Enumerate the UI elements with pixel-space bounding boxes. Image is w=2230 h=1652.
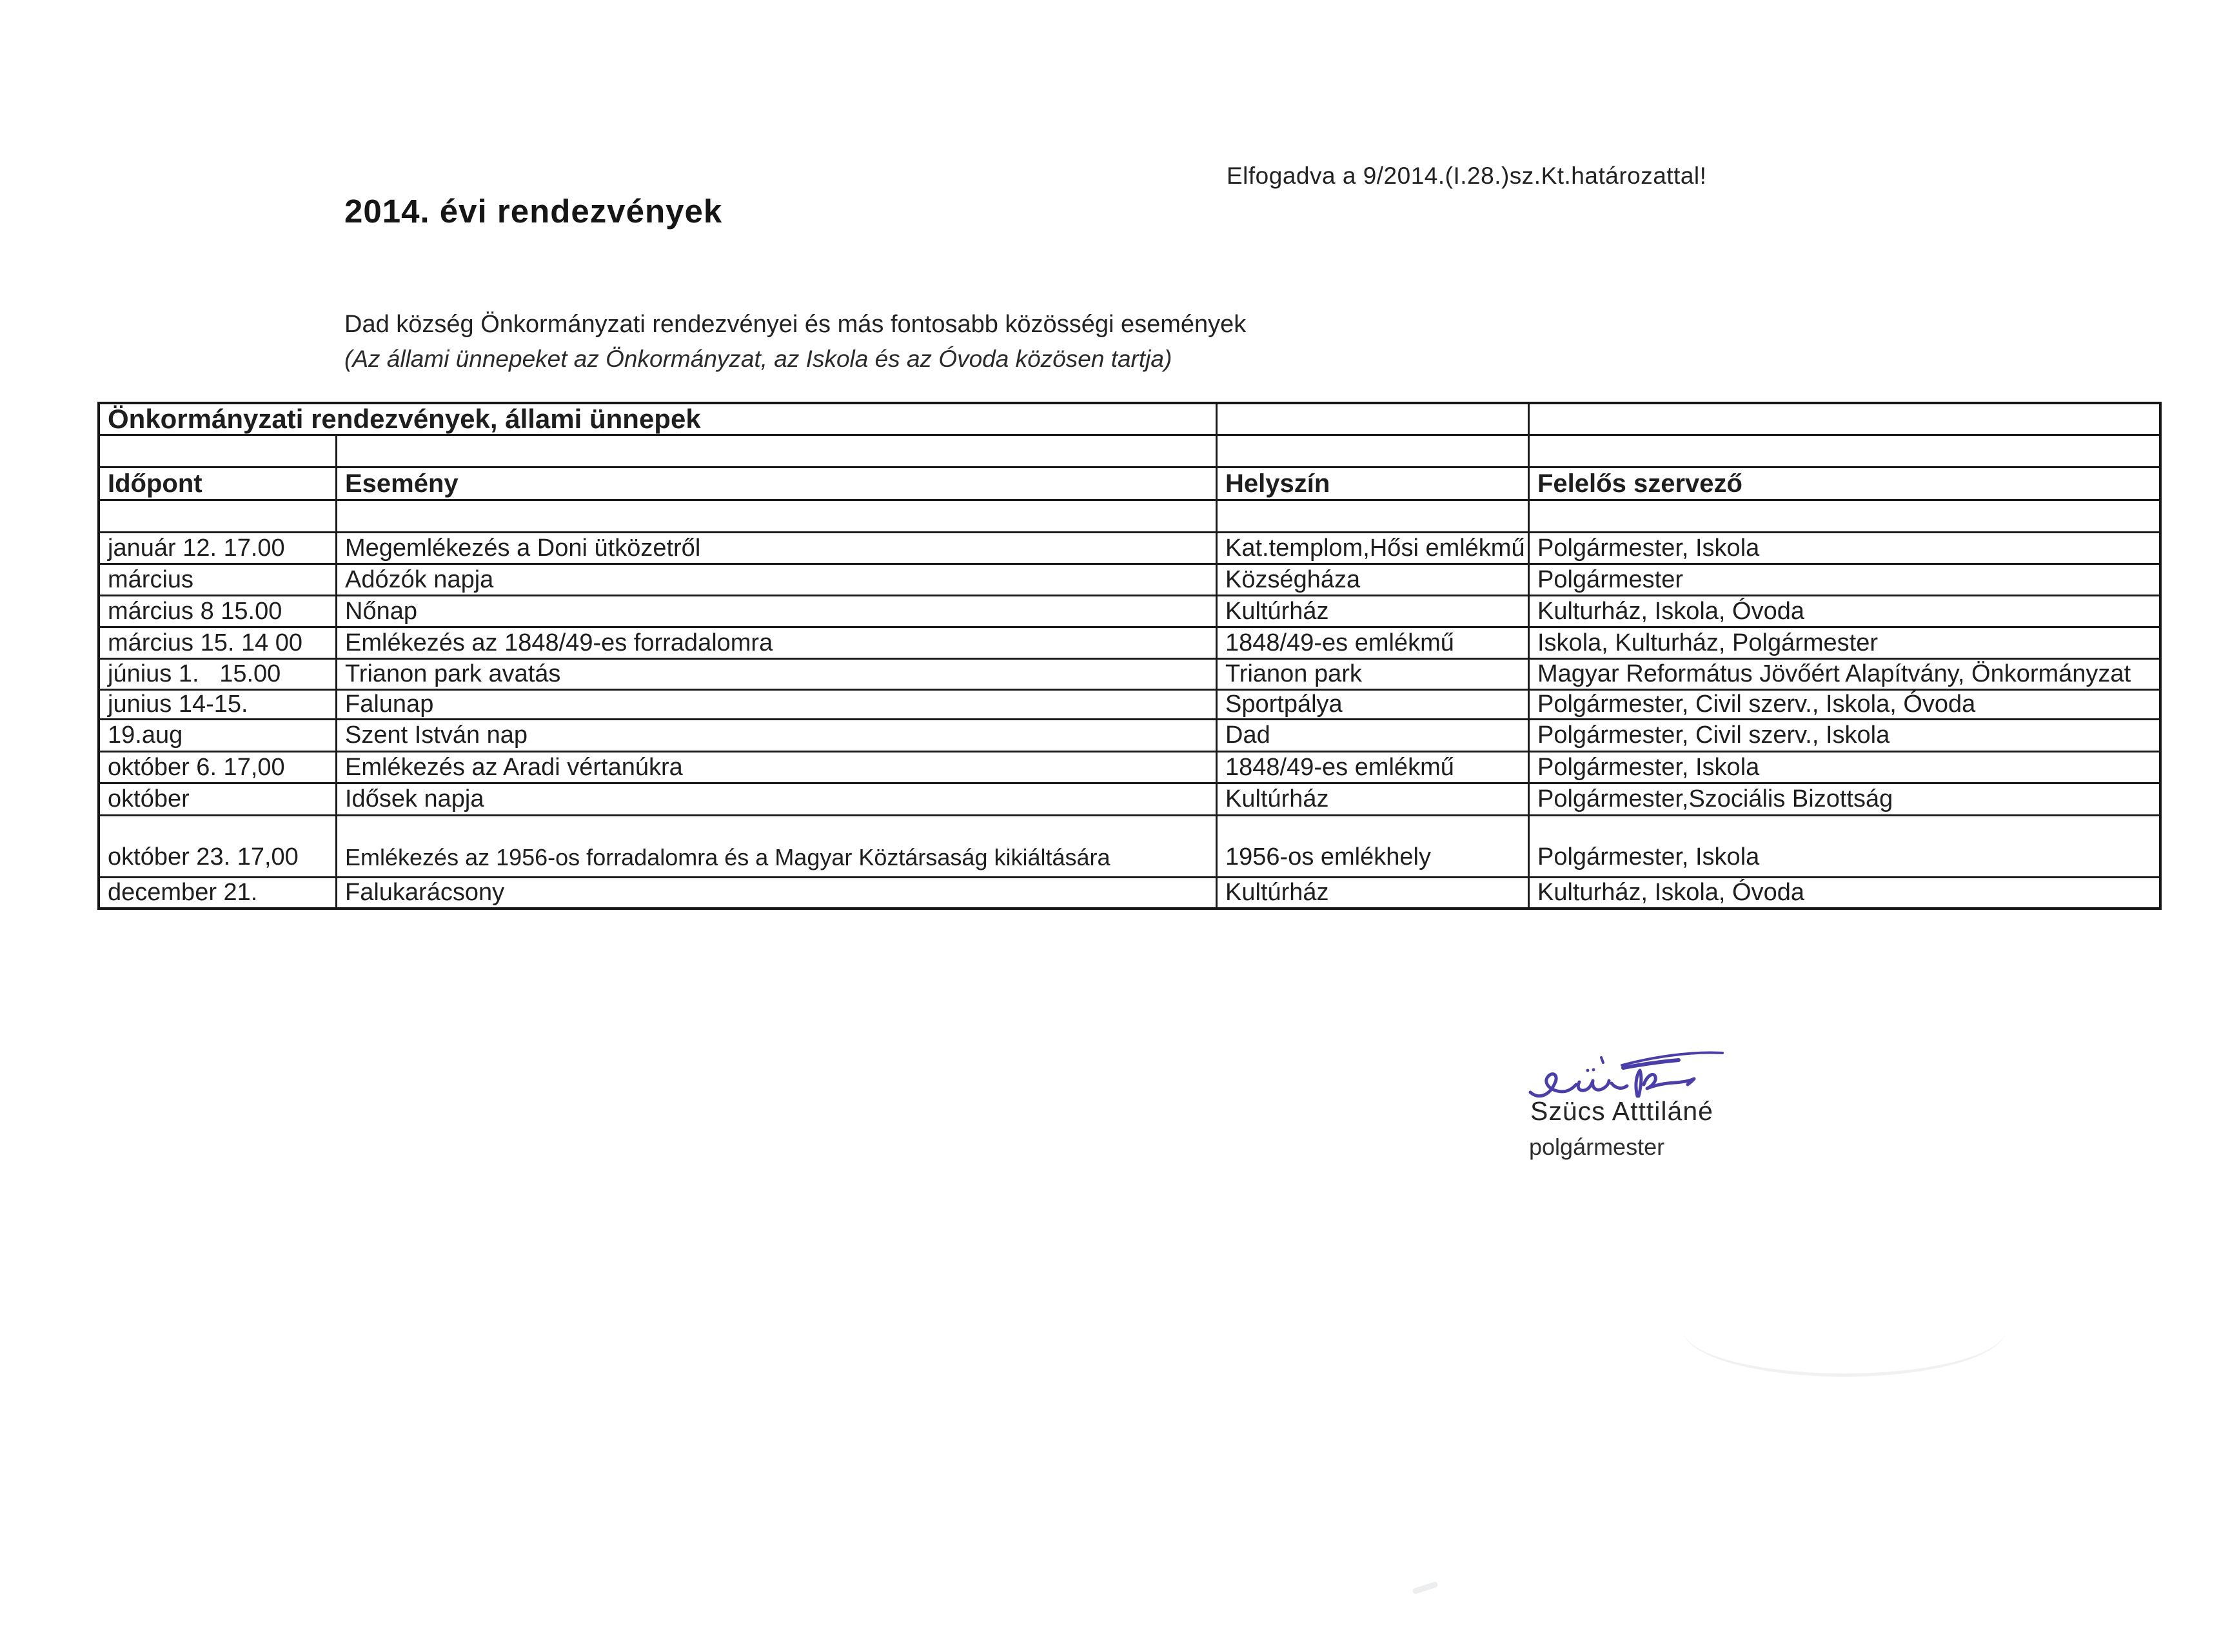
cell-event: Nőnap (335, 596, 1216, 626)
cell-event: Megemlékezés a Doni ütközetről (335, 533, 1216, 563)
cell-event: Adózók napja (335, 565, 1216, 595)
cell-organizer: Polgármester, Civil szerv., Iskola (1528, 720, 2159, 751)
cell-organizer: Polgármester, Iskola (1528, 816, 2159, 876)
cell-venue: Kultúrház (1216, 878, 1528, 907)
empty-cell (335, 436, 1216, 466)
cell-venue: 1848/49-es emlékmű (1216, 752, 1528, 782)
cell-time: október (108, 785, 190, 812)
column-header-organizer: Felelős szervező (1528, 468, 2159, 499)
cell-time: március (108, 565, 194, 593)
cell-time: január 12. 17.00 (108, 534, 285, 562)
table-row (100, 596, 2159, 628)
scan-smudge (1412, 1581, 1439, 1595)
cell-event: Szent István nap (335, 720, 1216, 751)
cell-event: Falunap (335, 691, 1216, 718)
cell-time: 19.aug (108, 722, 183, 749)
table-header-row (100, 468, 2159, 501)
empty-cell (100, 436, 335, 466)
cell-venue: Dad (1216, 720, 1528, 751)
cell-event: Idősek napja (335, 784, 1216, 814)
cell-event: Emlékezés az 1848/49-es forradalomra (335, 628, 1216, 658)
cell-organizer: Polgármester, Civil szerv., Iskola, Óvoda (1528, 691, 2159, 718)
cell-organizer: Magyar Református Jövőért Alapítvány, Önkormányzat (1528, 660, 2159, 689)
cell-event: Trianon park avatás (335, 660, 1216, 689)
table-section-title: Önkormányzati rendezvények, állami ünnepek (108, 404, 701, 434)
cell-venue: Kat.templom,Hősi emlékmű (1216, 533, 1528, 563)
cell-venue: 1956-os emlékhely (1216, 816, 1528, 876)
cell-venue: Kultúrház (1216, 784, 1528, 814)
cell-venue: Kultúrház (1216, 596, 1528, 626)
signer-name: Szücs Atttiláné (1530, 1096, 1713, 1126)
signer-role: polgármester (1529, 1134, 1665, 1160)
table-row (100, 752, 2159, 784)
cell-venue: Sportpálya (1216, 691, 1528, 718)
scan-smudge (1683, 1283, 2006, 1377)
empty-cell (1528, 501, 2159, 531)
column-header-venue: Helyszín (1216, 468, 1528, 499)
cell-organizer: Iskola, Kulturház, Polgármester (1528, 628, 2159, 658)
cell-organizer: Polgármester,Szociális Bizottság (1528, 784, 2159, 814)
empty-cell (1216, 436, 1528, 466)
table-row (100, 784, 2159, 816)
cell-organizer: Polgármester (1528, 565, 2159, 595)
acceptance-note: Elfogadva a 9/2014.(I.28.)sz.Kt.határozattal! (1227, 162, 1707, 189)
empty-cell (1216, 501, 1528, 531)
cell-venue: 1848/49-es emlékmű (1216, 628, 1528, 658)
document-title: 2014. évi rendezvények (344, 193, 723, 230)
cell-event: Falukarácsony (335, 878, 1216, 907)
cell-time: június 1. 15.00 (108, 660, 281, 687)
events-table (97, 402, 2162, 910)
table-spacer-row (100, 501, 2159, 533)
cell-event: Emlékezés az Aradi vértanúkra (335, 752, 1216, 782)
cell-time: október 23. 17,00 (108, 843, 299, 870)
cell-organizer: Kulturház, Iskola, Óvoda (1528, 878, 2159, 907)
column-header-event: Esemény (335, 468, 1216, 499)
table-spacer-row (100, 436, 2159, 468)
cell-venue: Trianon park (1216, 660, 1528, 689)
cell-time: december 21. (108, 879, 258, 906)
empty-cell (100, 501, 335, 531)
cell-organizer: Kulturház, Iskola, Óvoda (1528, 596, 2159, 626)
cell-time: március 15. 14 00 (108, 629, 303, 656)
cell-time: junius 14-15. (108, 691, 248, 718)
cell-time: március 8 15.00 (108, 597, 282, 625)
column-header-time: Időpont (108, 469, 202, 498)
table-row (100, 816, 2159, 878)
cell-event: Emlékezés az 1956-os forradalomra és a Magyar Köztársaság kikiáltására (335, 816, 1216, 876)
table-row (100, 720, 2159, 752)
cell-venue: Községháza (1216, 565, 1528, 595)
intro-line-1: Dad község Önkormányzati rendezvényei és más fontosabb közösségi események (344, 311, 1247, 338)
table-row (100, 691, 2159, 720)
intro-line-2: (Az állami ünnepeket az Önkormányzat, az Iskola és az Óvoda közösen tartja) (344, 346, 1172, 372)
table-row (100, 565, 2159, 596)
table-row (100, 628, 2159, 660)
cell-organizer: Polgármester, Iskola (1528, 752, 2159, 782)
empty-cell (1528, 404, 2159, 434)
empty-cell (1528, 436, 2159, 466)
cell-time: október 6. 17,00 (108, 753, 285, 781)
empty-cell (335, 501, 1216, 531)
table-section-row (100, 404, 2159, 436)
table-row (100, 660, 2159, 691)
cell-organizer: Polgármester, Iskola (1528, 533, 2159, 563)
empty-cell (1216, 404, 1528, 434)
table-row (100, 878, 2159, 907)
table-row (100, 533, 2159, 565)
